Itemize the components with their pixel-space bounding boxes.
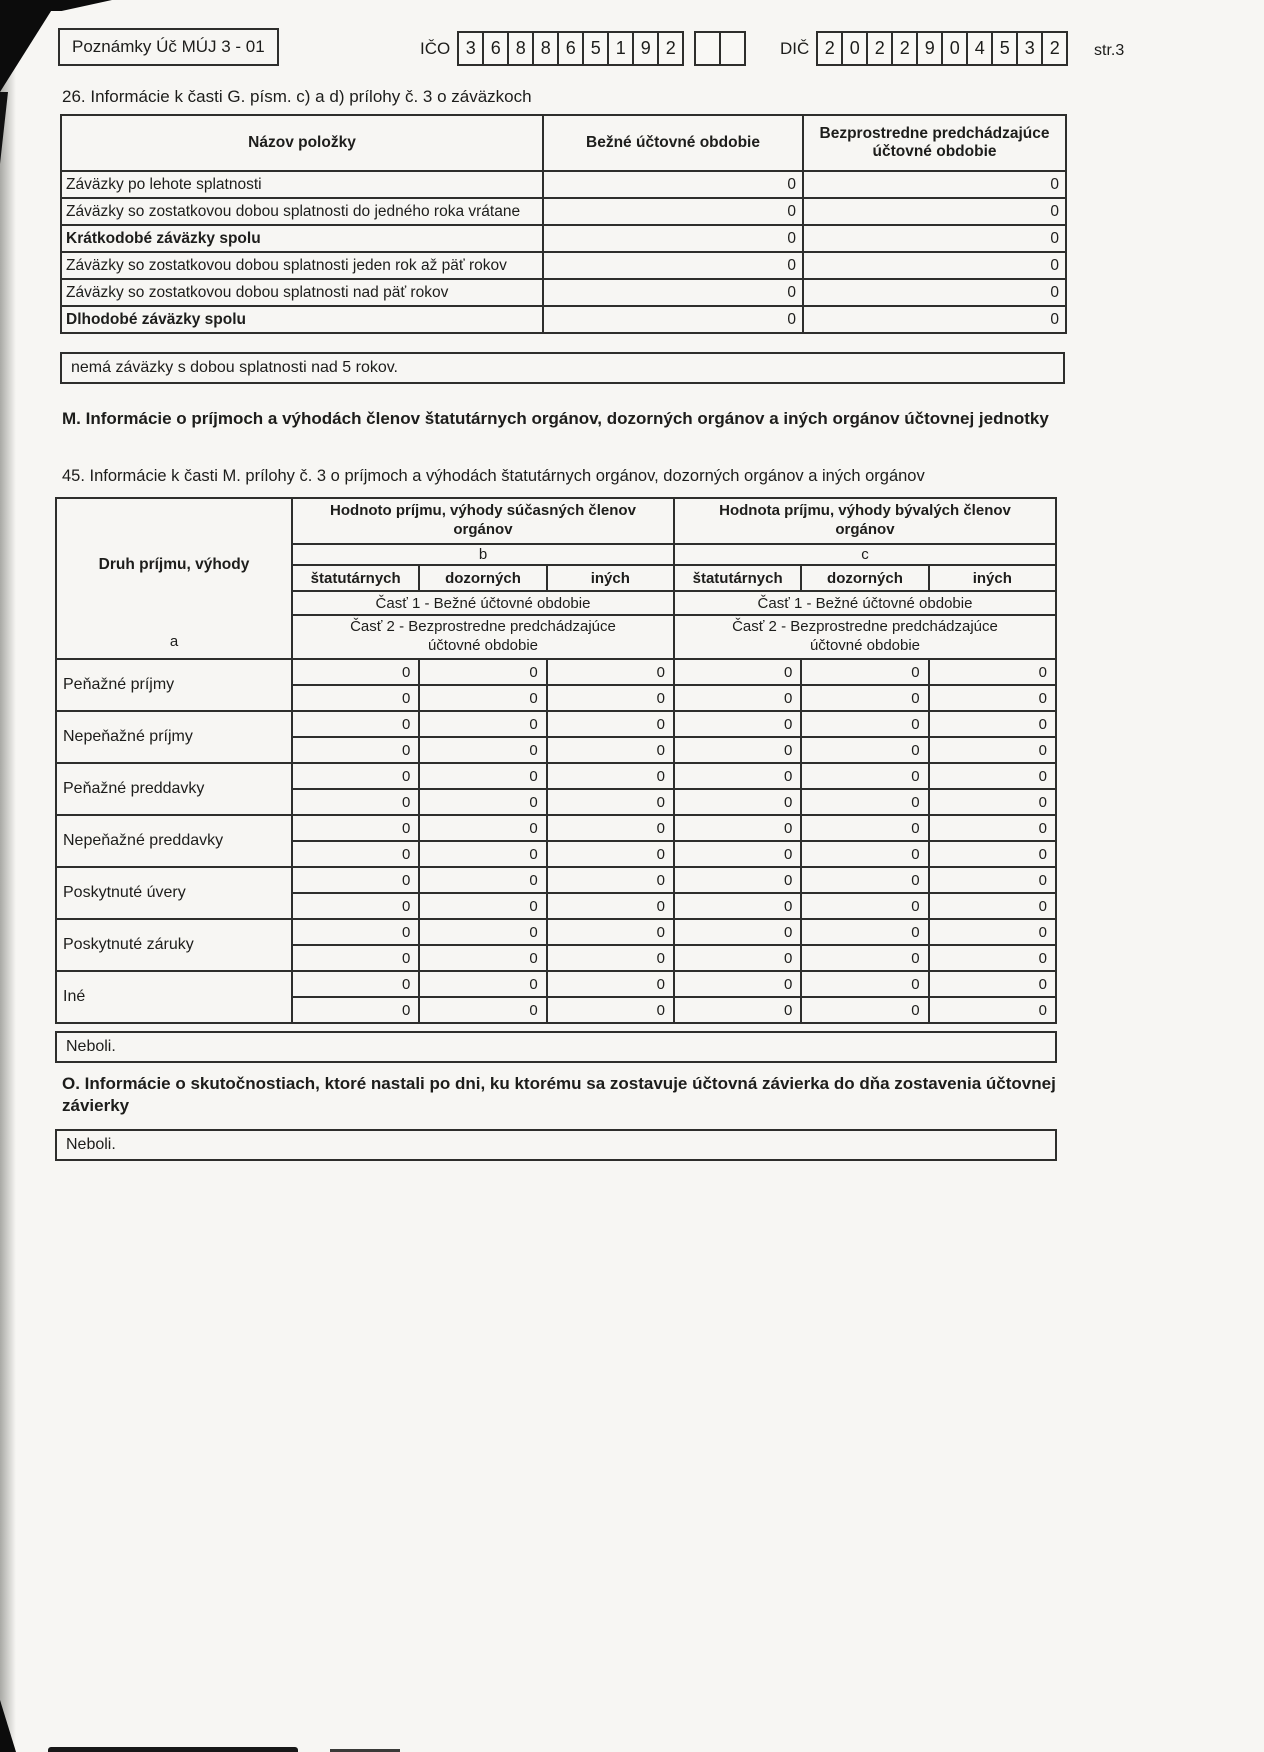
value-cell: 0 bbox=[547, 685, 674, 711]
value-cell: 0 bbox=[419, 737, 546, 763]
value-cell: 0 bbox=[292, 945, 419, 971]
row-label: Záväzky so zostatkovou dobou splatnosti nad päť rokov bbox=[61, 279, 543, 306]
liability-row bbox=[61, 198, 1066, 225]
value-cell: 0 bbox=[292, 789, 419, 815]
value-cell: 0 bbox=[419, 763, 546, 789]
digit-cell: 1 bbox=[607, 31, 634, 66]
value-cell: 0 bbox=[929, 841, 1056, 867]
subheader-statutory: štatutárnych bbox=[292, 565, 419, 591]
value-cell: 0 bbox=[674, 685, 801, 711]
value-cell: 0 bbox=[801, 815, 928, 841]
value-cell: 0 bbox=[547, 763, 674, 789]
value-cell: 0 bbox=[419, 789, 546, 815]
benefits-table-body bbox=[56, 659, 1056, 1023]
digit-cell: 9 bbox=[916, 31, 943, 66]
value-cell: 0 bbox=[801, 945, 928, 971]
value-cell: 0 bbox=[547, 737, 674, 763]
part2-header: Časť 2 - Bezprostredne predchádzajúce účtovné obdobie bbox=[292, 615, 674, 659]
dic-label: DIČ bbox=[780, 38, 810, 58]
digit-cell: 2 bbox=[866, 31, 893, 66]
value-cell: 0 bbox=[801, 659, 928, 685]
digit-cell: 6 bbox=[557, 31, 584, 66]
value-cell: 0 bbox=[292, 711, 419, 737]
ico-extra-digits bbox=[694, 31, 746, 66]
benefits-group-header-row bbox=[56, 498, 1056, 544]
section-26-note: nemá záväzky s dobou splatnosti nad 5 rokov. bbox=[60, 352, 1065, 384]
value-cell: 0 bbox=[801, 971, 928, 997]
value-cell: 0 bbox=[292, 893, 419, 919]
ico-group bbox=[420, 31, 746, 66]
value-cell: 0 bbox=[929, 737, 1056, 763]
column-a-letter: a bbox=[169, 633, 179, 650]
value-cell: 0 bbox=[803, 171, 1066, 198]
value-cell: 0 bbox=[929, 867, 1056, 893]
value-cell: 0 bbox=[801, 893, 928, 919]
liability-row bbox=[61, 252, 1066, 279]
value-cell: 0 bbox=[547, 893, 674, 919]
value-cell: 0 bbox=[674, 789, 801, 815]
value-cell: 0 bbox=[929, 997, 1056, 1023]
liability-row bbox=[61, 306, 1066, 333]
value-cell: 0 bbox=[547, 711, 674, 737]
value-cell: 0 bbox=[674, 971, 801, 997]
digit-cell: 4 bbox=[966, 31, 993, 66]
value-cell: 0 bbox=[419, 945, 546, 971]
value-cell: 0 bbox=[674, 815, 801, 841]
value-cell: 0 bbox=[803, 198, 1066, 225]
row-label: Nepeňažné preddavky bbox=[56, 815, 292, 867]
value-cell: 0 bbox=[674, 945, 801, 971]
value-cell: 0 bbox=[547, 971, 674, 997]
section-26-title: 26. Informácie k časti G. písm. c) a d) prílohy č. 3 o záväzkoch bbox=[62, 87, 532, 106]
value-cell: 0 bbox=[929, 971, 1056, 997]
value-cell: 0 bbox=[801, 763, 928, 789]
value-cell: 0 bbox=[543, 198, 803, 225]
value-cell: 0 bbox=[547, 867, 674, 893]
benefit-row-part1 bbox=[56, 711, 1056, 737]
value-cell: 0 bbox=[419, 685, 546, 711]
value-cell: 0 bbox=[929, 789, 1056, 815]
value-cell: 0 bbox=[543, 279, 803, 306]
value-cell: 0 bbox=[674, 737, 801, 763]
benefits-table bbox=[55, 497, 1057, 1024]
digit-cell: 2 bbox=[816, 31, 843, 66]
value-cell: 0 bbox=[419, 815, 546, 841]
value-cell: 0 bbox=[547, 789, 674, 815]
section-m-title: M. Informácie o príjmoch a výhodách členov štatutárnych orgánov, dozorných orgánov a iných orgánov účtovnej jednotky bbox=[62, 409, 1049, 428]
row-label: Poskytnuté záruky bbox=[56, 919, 292, 971]
value-cell: 0 bbox=[929, 945, 1056, 971]
subheader-other: iných bbox=[547, 565, 674, 591]
row-label: Záväzky so zostatkovou dobou splatnosti jeden rok až päť rokov bbox=[61, 252, 543, 279]
benefit-row-part1 bbox=[56, 763, 1056, 789]
liabilities-table-body bbox=[61, 171, 1066, 333]
digit-cell: 5 bbox=[582, 31, 609, 66]
scan-artifact-bottom bbox=[48, 1747, 298, 1752]
column-header-current-period: Bežné účtovné obdobie bbox=[543, 115, 803, 171]
value-cell: 0 bbox=[419, 971, 546, 997]
digit-cell: 2 bbox=[657, 31, 684, 66]
section-m-note: Neboli. bbox=[55, 1031, 1057, 1063]
value-cell: 0 bbox=[674, 841, 801, 867]
liability-row bbox=[61, 171, 1066, 198]
value-cell: 0 bbox=[419, 841, 546, 867]
row-label: Peňažné preddavky bbox=[56, 763, 292, 815]
value-cell: 0 bbox=[419, 659, 546, 685]
digit-cell: 6 bbox=[482, 31, 509, 66]
liability-row bbox=[61, 279, 1066, 306]
page-number: str.3 bbox=[1094, 42, 1125, 59]
value-cell: 0 bbox=[801, 867, 928, 893]
digit-cell: 8 bbox=[507, 31, 534, 66]
subheader-other: iných bbox=[929, 565, 1056, 591]
value-cell: 0 bbox=[547, 919, 674, 945]
subheader-supervisory: dozorných bbox=[419, 565, 546, 591]
value-cell: 0 bbox=[803, 306, 1066, 333]
value-cell: 0 bbox=[929, 659, 1056, 685]
value-cell: 0 bbox=[674, 659, 801, 685]
liabilities-header-row bbox=[61, 115, 1066, 171]
row-label: Záväzky so zostatkovou dobou splatnosti do jedného roka vrátane bbox=[61, 198, 543, 225]
value-cell: 0 bbox=[292, 763, 419, 789]
digit-cell: 5 bbox=[991, 31, 1018, 66]
value-cell: 0 bbox=[543, 252, 803, 279]
value-cell: 0 bbox=[419, 711, 546, 737]
value-cell: 0 bbox=[419, 919, 546, 945]
column-a-title: Druh príjmu, výhody bbox=[98, 556, 250, 573]
value-cell: 0 bbox=[801, 841, 928, 867]
scan-edge-shading bbox=[0, 0, 16, 1752]
row-label: Záväzky po lehote splatnosti bbox=[61, 171, 543, 198]
value-cell: 0 bbox=[547, 659, 674, 685]
group-former-letter: c bbox=[674, 544, 1056, 565]
value-cell: 0 bbox=[801, 789, 928, 815]
value-cell: 0 bbox=[929, 893, 1056, 919]
value-cell: 0 bbox=[801, 919, 928, 945]
group-former-members-header: Hodnota príjmu, výhody bývalých členov orgánov bbox=[674, 498, 1056, 544]
group-current-members-header: Hodnoto príjmu, výhody súčasných členov orgánov bbox=[292, 498, 674, 544]
row-label: Iné bbox=[56, 971, 292, 1023]
part2-header: Časť 2 - Bezprostredne predchádzajúce účtovné obdobie bbox=[674, 615, 1056, 659]
value-cell: 0 bbox=[292, 971, 419, 997]
value-cell: 0 bbox=[674, 997, 801, 1023]
value-cell: 0 bbox=[547, 997, 674, 1023]
value-cell: 0 bbox=[419, 867, 546, 893]
section-m-subtitle: 45. Informácie k časti M. prílohy č. 3 o príjmoch a výhodách štatutárnych orgánov, dozorných orgánov a iných orgánov bbox=[62, 467, 925, 485]
value-cell: 0 bbox=[547, 841, 674, 867]
value-cell: 0 bbox=[674, 763, 801, 789]
value-cell: 0 bbox=[801, 685, 928, 711]
digit-cell: 3 bbox=[457, 31, 484, 66]
dic-digits bbox=[816, 31, 1068, 66]
value-cell: 0 bbox=[292, 841, 419, 867]
value-cell: 0 bbox=[292, 685, 419, 711]
value-cell: 0 bbox=[292, 737, 419, 763]
liabilities-table bbox=[60, 114, 1067, 334]
row-label: Poskytnuté úvery bbox=[56, 867, 292, 919]
value-cell: 0 bbox=[543, 171, 803, 198]
value-cell: 0 bbox=[419, 997, 546, 1023]
subheader-statutory: štatutárnych bbox=[674, 565, 801, 591]
value-cell: 0 bbox=[674, 711, 801, 737]
value-cell: 0 bbox=[292, 919, 419, 945]
value-cell: 0 bbox=[292, 867, 419, 893]
row-label: Krátkodobé záväzky spolu bbox=[61, 225, 543, 252]
row-label: Nepeňažné príjmy bbox=[56, 711, 292, 763]
digit-cell bbox=[719, 31, 746, 66]
liability-row bbox=[61, 225, 1066, 252]
digit-cell: 3 bbox=[1016, 31, 1043, 66]
value-cell: 0 bbox=[543, 225, 803, 252]
benefit-row-part1 bbox=[56, 971, 1056, 997]
value-cell: 0 bbox=[674, 919, 801, 945]
part1-header: Časť 1 - Bežné účtovné obdobie bbox=[292, 591, 674, 615]
dic-group bbox=[780, 31, 1068, 66]
value-cell: 0 bbox=[419, 893, 546, 919]
row-label: Dlhodobé záväzky spolu bbox=[61, 306, 543, 333]
scan-artifact-corner bbox=[0, 0, 112, 11]
digit-cell: 0 bbox=[841, 31, 868, 66]
value-cell: 0 bbox=[674, 893, 801, 919]
section-o-note: Neboli. bbox=[55, 1129, 1057, 1161]
benefit-row-part1 bbox=[56, 659, 1056, 685]
section-o-title: O. Informácie o skutočnostiach, ktoré nastali po dni, ku ktorému sa zostavuje účtovná závierka do dňa zostavenia účtovnej závierky bbox=[62, 1074, 1056, 1116]
digit-cell bbox=[694, 31, 721, 66]
benefit-row-part1 bbox=[56, 919, 1056, 945]
benefit-row-part1 bbox=[56, 867, 1056, 893]
value-cell: 0 bbox=[801, 737, 928, 763]
value-cell: 0 bbox=[547, 815, 674, 841]
value-cell: 0 bbox=[547, 945, 674, 971]
value-cell: 0 bbox=[801, 997, 928, 1023]
column-a-header-cell bbox=[56, 498, 292, 659]
value-cell: 0 bbox=[674, 867, 801, 893]
value-cell: 0 bbox=[929, 711, 1056, 737]
value-cell: 0 bbox=[292, 997, 419, 1023]
value-cell: 0 bbox=[803, 279, 1066, 306]
benefit-row-part1 bbox=[56, 815, 1056, 841]
value-cell: 0 bbox=[801, 711, 928, 737]
value-cell: 0 bbox=[929, 815, 1056, 841]
ico-label: IČO bbox=[420, 38, 451, 58]
column-header-previous-period: Bezprostredne predchádzajúce účtovné obdobie bbox=[803, 115, 1066, 171]
digit-cell: 0 bbox=[941, 31, 968, 66]
digit-cell: 9 bbox=[632, 31, 659, 66]
value-cell: 0 bbox=[803, 225, 1066, 252]
ico-digits bbox=[457, 31, 684, 66]
row-label: Peňažné príjmy bbox=[56, 659, 292, 711]
digit-cell: 8 bbox=[532, 31, 559, 66]
value-cell: 0 bbox=[929, 763, 1056, 789]
value-cell: 0 bbox=[292, 815, 419, 841]
part1-header: Časť 1 - Bežné účtovné obdobie bbox=[674, 591, 1056, 615]
value-cell: 0 bbox=[929, 919, 1056, 945]
scan-artifact-corner bbox=[0, 0, 58, 92]
value-cell: 0 bbox=[543, 306, 803, 333]
digit-cell: 2 bbox=[891, 31, 918, 66]
value-cell: 0 bbox=[929, 685, 1056, 711]
form-title: Poznámky Úč MÚJ 3 - 01 bbox=[58, 28, 279, 66]
value-cell: 0 bbox=[292, 659, 419, 685]
value-cell: 0 bbox=[803, 252, 1066, 279]
subheader-supervisory: dozorných bbox=[801, 565, 928, 591]
digit-cell: 2 bbox=[1041, 31, 1068, 66]
group-current-letter: b bbox=[292, 544, 674, 565]
column-header-name: Názov položky bbox=[61, 115, 543, 171]
